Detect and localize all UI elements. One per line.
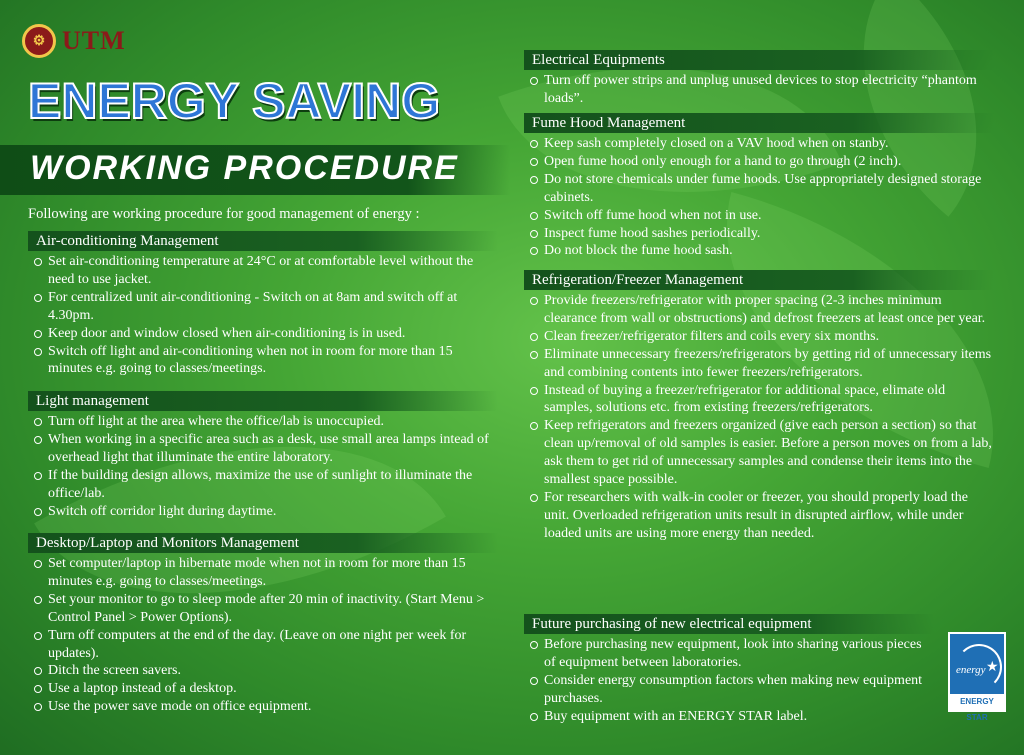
section-heading: Refrigeration/Freezer Management [524, 270, 994, 290]
list-item: Ditch the screen savers. [28, 662, 498, 680]
list-item: For researchers with walk-in cooler or freezer, you should properly load the unit. Overloaded refrigeration units result in disrupted airflow, while under loaded units are using more energy than needed. [524, 489, 994, 543]
section-heading: Light management [28, 391, 498, 411]
energy-star-label: ENERGY STAR [950, 694, 1004, 710]
list-item: Switch off light and air-conditioning when not in room for more than 15 minutes e.g. going to classes/meetings. [28, 343, 498, 379]
utm-wordmark: UTM [62, 26, 126, 55]
list-item: Turn off power strips and unplug unused devices to stop electricity “phantom loads”. [524, 72, 994, 108]
list-item: Consider energy consumption factors when making new equipment purchases. [524, 672, 934, 708]
utm-logo [22, 24, 126, 58]
list-item: If the building design allows, maximize the use of sunlight to illuminate the office/lab. [28, 467, 498, 503]
section-future-purchasing [524, 614, 934, 726]
list-item: Eliminate unnecessary freezers/refrigerators by getting rid of unnecessary items and combining contents into fewer freezers/refrigerators. [524, 346, 994, 382]
list-item: Do not store chemicals under fume hoods. Use appropriately designed storage cabinets. [524, 171, 994, 207]
title-banner [0, 145, 510, 195]
section-heading: Desktop/Laptop and Monitors Management [28, 533, 498, 553]
list-item: Turn off computers at the end of the day. (Leave on one night per week for updates). [28, 627, 498, 663]
list-item: Set air-conditioning temperature at 24°C or at comfortable level without the need to use jacket. [28, 253, 498, 289]
page-title: ENERGY SAVING [28, 73, 441, 129]
star-icon: ★ [986, 660, 999, 675]
list-item: Keep sash completely closed on a VAV hood when on stanby. [524, 135, 994, 153]
section-electrical [524, 50, 994, 108]
list-item: When working in a specific area such as a desk, use small area lamps intead of overhead light that illuminate the entire laboratory. [28, 431, 498, 467]
list-item: Switch off corridor light during daytime. [28, 503, 498, 521]
section-heading: Future purchasing of new electrical equipment [524, 614, 934, 634]
section-heading: Air-conditioning Management [28, 231, 498, 251]
section-refrigeration [524, 270, 994, 543]
list-item: Before purchasing new equipment, look into sharing various pieces of equipment between laboratories. [524, 636, 934, 672]
list-item: Keep refrigerators and freezers organized (give each person a section) so that clean up/removal of old samples is easier. Before a person moves on from a lab, ask them to get rid of unnecessary samples and condense their items into the smallest space possible. [524, 417, 994, 489]
list-item: Clean freezer/refrigerator filters and coils every six months. [524, 328, 994, 346]
list-item: Set computer/laptop in hibernate mode when not in room for more than 15 minutes e.g. going to classes/meetings. [28, 555, 498, 591]
section-fume-hood [524, 113, 994, 260]
list-item: Do not block the fume hood sash. [524, 242, 994, 260]
list-item: Set your monitor to go to sleep mode after 20 min of inactivity. (Start Menu > Control Panel > Power Options). [28, 591, 498, 627]
list-item: Use a laptop instead of a desktop. [28, 680, 498, 698]
list-item: Switch off fume hood when not in use. [524, 207, 994, 225]
list-item: Open fume hood only enough for a hand to go through (2 inch). [524, 153, 994, 171]
section-air-conditioning [28, 231, 498, 378]
energy-star-logo [948, 632, 1006, 722]
utm-emblem-icon: ⚙ [22, 24, 56, 58]
list-item: Inspect fume hood sashes periodically. [524, 225, 994, 243]
section-light [28, 391, 498, 520]
banner-text: WORKING PROCEDURE [30, 149, 459, 187]
list-item: Instead of buying a freezer/refrigerator for additional space, elimate old samples, solutions etc. from existing freezers/refrigerators. [524, 382, 994, 418]
list-item: Turn off light at the area where the office/lab is unoccupied. [28, 413, 498, 431]
list-item: For centralized unit air-conditioning - Switch on at 8am and switch off at 4.30pm. [28, 289, 498, 325]
list-item: Buy equipment with an ENERGY STAR label. [524, 708, 934, 726]
section-heading: Fume Hood Management [524, 113, 994, 133]
energy-star-script: energy [956, 664, 986, 676]
list-item: Keep door and window closed when air-conditioning is in used. [28, 325, 498, 343]
list-item: Use the power save mode on office equipment. [28, 698, 498, 716]
list-item: Provide freezers/refrigerator with proper spacing (2-3 inches minimum clearance from wall or obstructions) and defrost freezers at least once per year. [524, 292, 994, 328]
intro-text: Following are working procedure for good management of energy : [28, 206, 420, 222]
section-desktop-laptop [28, 533, 498, 716]
section-heading: Electrical Equipments [524, 50, 994, 70]
